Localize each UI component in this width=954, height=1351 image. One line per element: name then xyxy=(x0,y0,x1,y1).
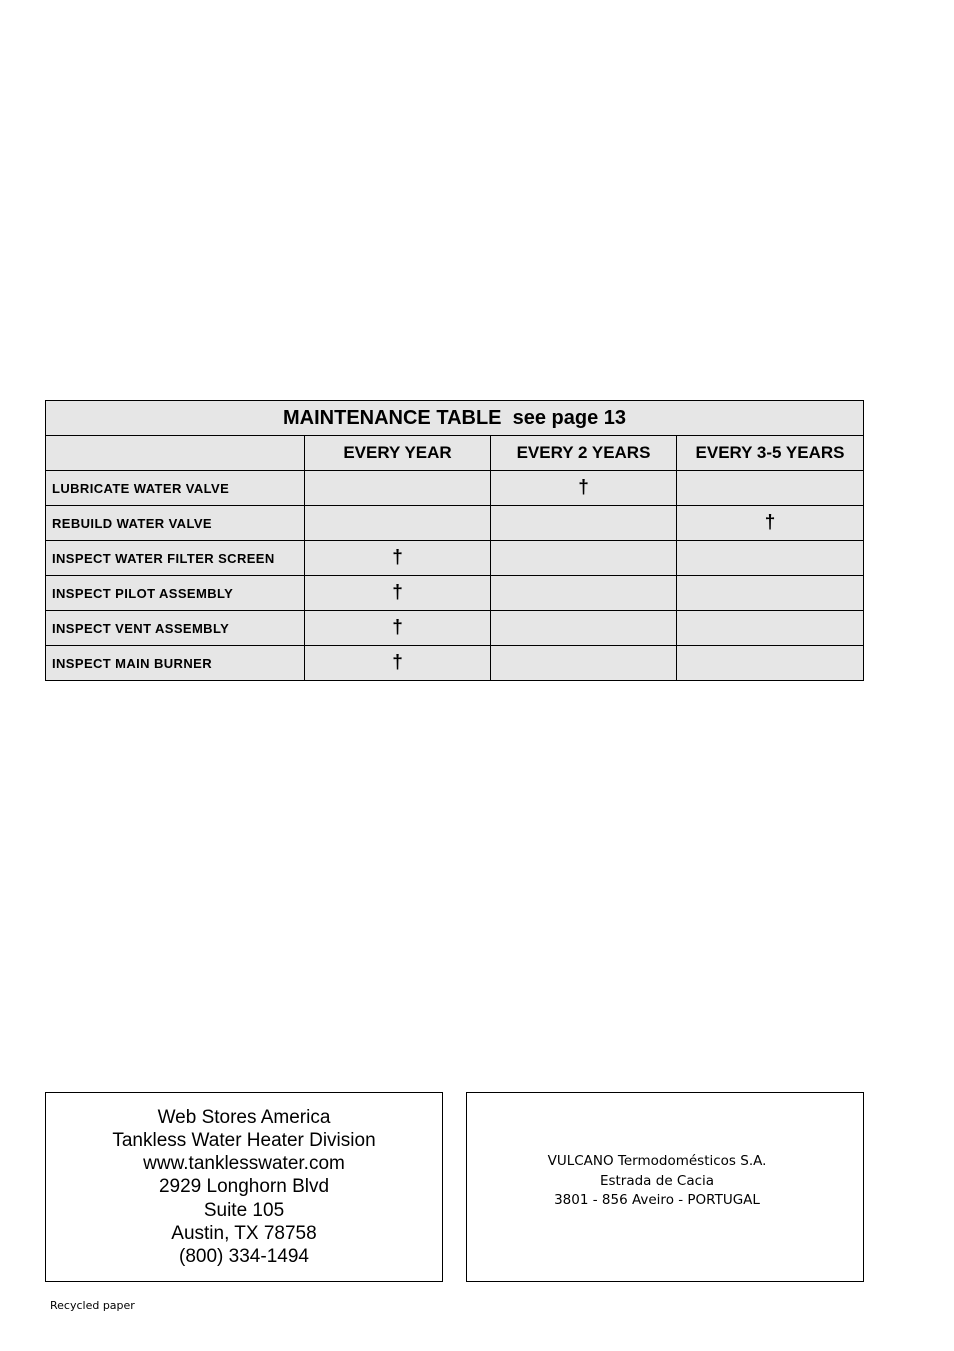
task-label: INSPECT WATER FILTER SCREEN xyxy=(46,541,305,576)
schedule-mark xyxy=(677,471,864,506)
schedule-mark xyxy=(491,541,677,576)
table-title-row xyxy=(46,401,864,436)
suite: Suite 105 xyxy=(203,1199,285,1221)
maintenance-table xyxy=(45,400,864,681)
street-address: 2929 Longhorn Blvd xyxy=(158,1176,330,1198)
schedule-mark xyxy=(491,576,677,611)
company-name: Web Stores America xyxy=(157,1106,331,1128)
table-row xyxy=(46,646,864,681)
manufacturer-city: 3801 - 856 Aveiro - PORTUGAL xyxy=(554,1192,760,1208)
table-row xyxy=(46,576,864,611)
schedule-mark: † xyxy=(491,471,677,506)
schedule-mark: † xyxy=(677,506,864,541)
task-label: REBUILD WATER VALVE xyxy=(46,506,305,541)
task-label: INSPECT VENT ASSEMBLY xyxy=(46,611,305,646)
schedule-mark: † xyxy=(305,576,491,611)
table-header-row xyxy=(46,436,864,471)
column-header xyxy=(46,436,305,471)
schedule-mark xyxy=(677,611,864,646)
website: www.tanklesswater.com xyxy=(143,1153,345,1175)
task-label: INSPECT PILOT ASSEMBLY xyxy=(46,576,305,611)
city-state-zip: Austin, TX 78758 xyxy=(171,1222,317,1244)
table-title: MAINTENANCE TABLE see page 13 xyxy=(46,401,864,436)
column-header-every-2-years: EVERY 2 YEARS xyxy=(491,436,677,471)
schedule-mark xyxy=(677,646,864,681)
pt-contact-box xyxy=(466,1092,864,1282)
schedule-mark xyxy=(677,576,864,611)
schedule-mark: † xyxy=(305,611,491,646)
schedule-mark xyxy=(491,611,677,646)
task-label: LUBRICATE WATER VALVE xyxy=(46,471,305,506)
pt-address xyxy=(467,1152,847,1211)
recycled-paper-note: Recycled paper xyxy=(50,1299,135,1312)
table-row xyxy=(46,471,864,506)
schedule-mark xyxy=(677,541,864,576)
schedule-mark xyxy=(491,646,677,681)
schedule-mark: † xyxy=(305,646,491,681)
table-row xyxy=(46,541,864,576)
schedule-mark xyxy=(305,471,491,506)
division-name: Tankless Water Heater Division xyxy=(112,1129,376,1151)
manufacturer-street: Estrada de Cacia xyxy=(599,1172,715,1189)
phone-number: (800) 334-1494 xyxy=(179,1246,309,1267)
schedule-mark xyxy=(305,506,491,541)
us-contact-box xyxy=(45,1092,443,1282)
table-row xyxy=(46,506,864,541)
task-label: INSPECT MAIN BURNER xyxy=(46,646,305,681)
column-header-every-3-5-years: EVERY 3-5 YEARS xyxy=(677,436,864,471)
table-row xyxy=(46,611,864,646)
schedule-mark xyxy=(491,506,677,541)
schedule-mark: † xyxy=(305,541,491,576)
column-header-every-year: EVERY YEAR xyxy=(305,436,491,471)
manufacturer-name: VULCANO Termodomésticos S.A. xyxy=(547,1153,767,1169)
